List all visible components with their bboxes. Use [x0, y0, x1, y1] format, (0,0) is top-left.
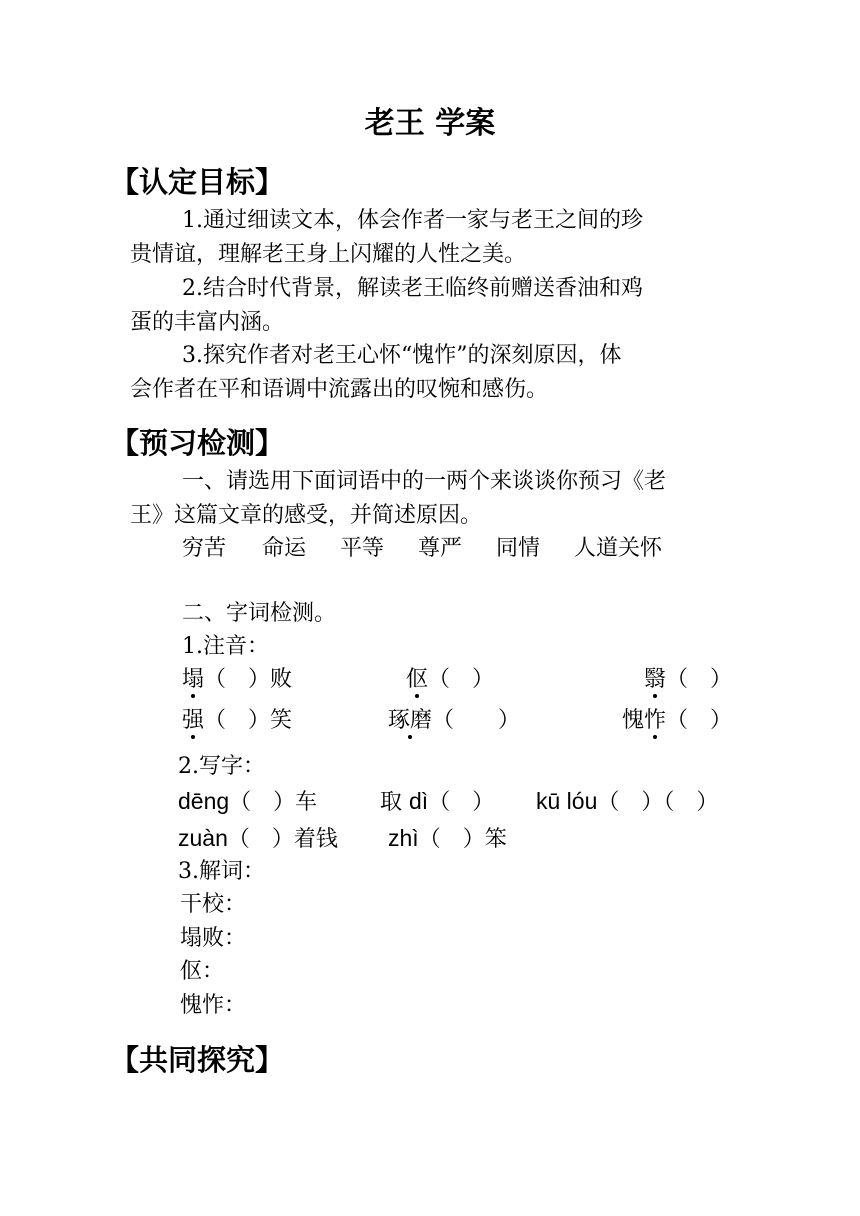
- answer-blank: （ ）车: [229, 790, 318, 815]
- pinyin-text: kū lóu: [536, 788, 598, 814]
- answer-blank: （ ）（ ）: [597, 790, 719, 815]
- goal-1-line2: 贵情谊，理解老王身上闪耀的人性之美。: [130, 242, 527, 267]
- answer-blank: （ ）着钱: [227, 827, 338, 852]
- section-heading-goals: 【认定目标】: [110, 165, 285, 199]
- word-choice: 命运: [262, 536, 307, 561]
- goal-3-line2: 会作者在平和语调中流露出的叹惋和感伤。: [130, 377, 549, 402]
- goal-2-line1: 2.结合时代背景，解读老王临终前赠送香油和鸡: [182, 276, 643, 301]
- pinyin-item: [644, 669, 732, 691]
- answer-blank: （ ）笨: [418, 827, 507, 852]
- writing-item: [178, 790, 317, 814]
- goal-3-line1: 3.探究作者对老王心怀“愧怍”的深刻原因，体: [182, 343, 622, 368]
- word-choice: 平等: [340, 536, 385, 561]
- goal-1-line1: 1.通过细读文本，体会作者一家与老王之间的珍: [182, 208, 643, 233]
- dotted-character: 伛: [406, 667, 429, 692]
- dotted-character: 琢磨: [388, 708, 433, 733]
- pinyin-item: [388, 710, 520, 732]
- plain-character: 愧: [622, 708, 645, 733]
- pinyin-text: dēng: [178, 788, 230, 814]
- define-term: 愧怍：: [180, 993, 247, 1018]
- define-term: 塌败：: [180, 926, 247, 951]
- answer-blank: （ ）败: [204, 667, 293, 692]
- dotted-character: 怍: [644, 708, 667, 733]
- pinyin-text: dì: [409, 788, 429, 814]
- question-1-line2: 王》这篇文章的感受，并简述原因。: [130, 503, 483, 528]
- answer-blank: （ ）: [432, 708, 521, 733]
- pinyin-item: [182, 710, 292, 732]
- pinyin-item: [406, 669, 494, 691]
- goal-2-line2: 蛋的丰富内涵。: [130, 310, 285, 335]
- dotted-character: 塌: [182, 667, 205, 692]
- writing-item: [178, 827, 338, 851]
- word-choice: 人道关怀: [574, 536, 663, 561]
- answer-blank: （ ）笑: [204, 708, 293, 733]
- pinyin-item: [622, 710, 732, 732]
- pinyin-label: 1.注音：: [182, 634, 269, 659]
- word-choice: 尊严: [418, 536, 463, 561]
- dotted-character: 强: [182, 708, 205, 733]
- define-term: 伛：: [180, 959, 225, 984]
- define-label: 3.解词：: [178, 859, 265, 884]
- answer-blank: （ ）: [666, 708, 733, 733]
- pinyin-text: zuàn: [178, 825, 228, 851]
- answer-blank: （ ）: [428, 667, 495, 692]
- dotted-character: 翳: [644, 667, 667, 692]
- answer-blank: （ ）: [666, 667, 733, 692]
- section-heading-explore: 【共同探究】: [110, 1043, 285, 1077]
- answer-blank: （ ）: [428, 790, 495, 815]
- word-choice: 同情: [496, 536, 541, 561]
- word-choice: 穷苦: [182, 536, 227, 561]
- question-1-line1: 一、请选用下面词语中的一两个来谈谈你预习《老: [182, 469, 667, 494]
- define-term: 干校：: [180, 892, 247, 917]
- page-title: 老王 学案: [364, 106, 496, 141]
- plain-character: 取: [380, 790, 403, 815]
- writing-item: [388, 827, 507, 851]
- writing-label: 2.写字：: [178, 754, 265, 779]
- writing-item: [380, 790, 494, 814]
- question-2: 二、字词检测。: [182, 601, 337, 626]
- section-heading-preview: 【预习检测】: [110, 426, 285, 460]
- pinyin-text: zhì: [388, 825, 419, 851]
- pinyin-item: [182, 669, 292, 691]
- writing-item: [536, 790, 718, 814]
